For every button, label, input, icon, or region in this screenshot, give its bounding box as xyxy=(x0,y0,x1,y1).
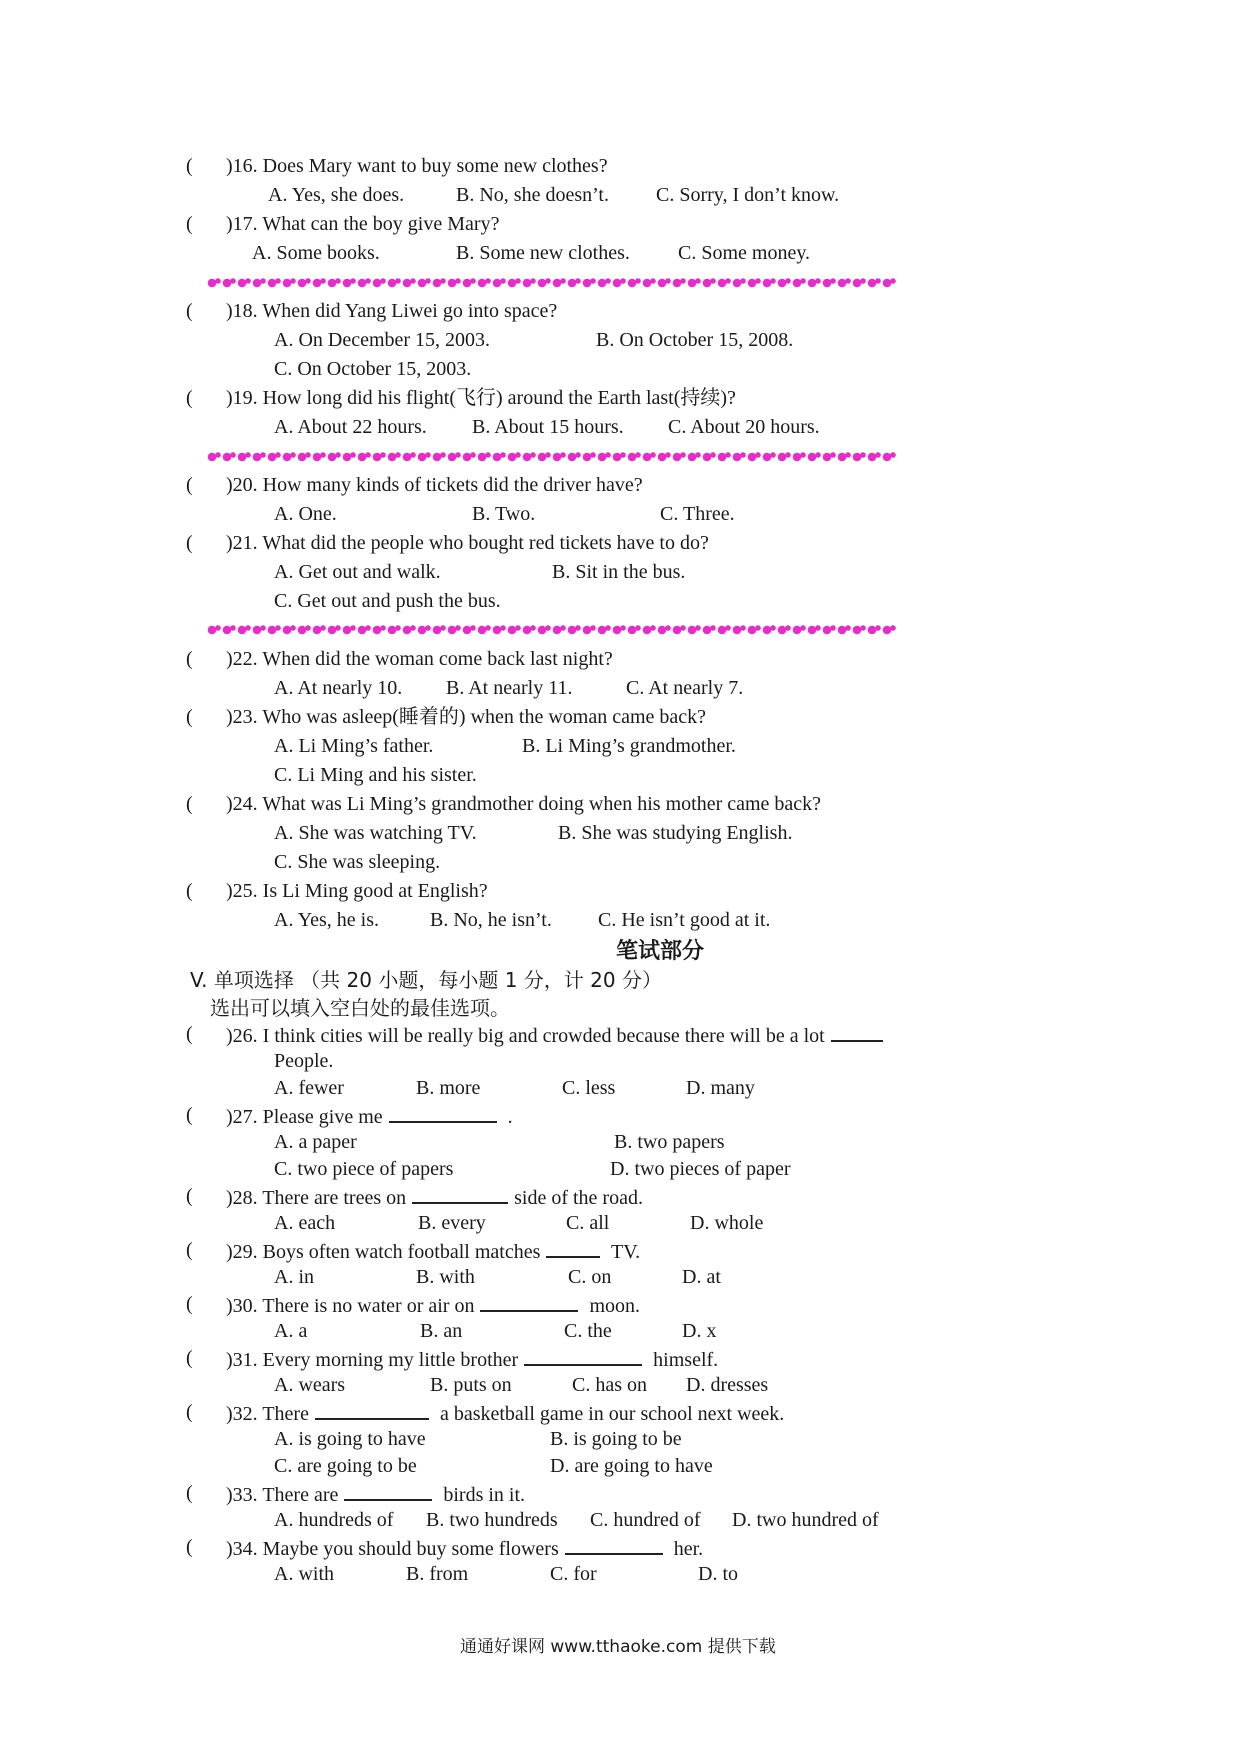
answer-paren[interactable]: ( xyxy=(186,387,193,409)
answer-blank[interactable] xyxy=(480,1292,578,1312)
option-c[interactable]: C. Li Ming and his sister. xyxy=(274,764,477,786)
question-text: There xyxy=(262,1403,309,1425)
question-text: Is Li Ming good at English? xyxy=(262,880,488,902)
answer-paren[interactable]: ( xyxy=(186,1104,193,1126)
option-c[interactable]: C. Get out and push the bus. xyxy=(274,590,501,612)
option-a[interactable]: A. in xyxy=(274,1266,314,1288)
question-number: 17 xyxy=(232,213,253,235)
option-b[interactable]: B. with xyxy=(416,1266,475,1288)
question-number: 27 xyxy=(232,1106,253,1128)
option-b[interactable]: B. Two. xyxy=(472,503,536,525)
option-c[interactable]: C. all xyxy=(566,1212,610,1234)
option-c[interactable]: C. less xyxy=(562,1077,616,1099)
question-text: What did the people who bought red tickets have to do? xyxy=(262,532,709,554)
question-text: Who was asleep(睡着的) when the woman came back? xyxy=(262,706,707,728)
option-b[interactable]: B. About 15 hours. xyxy=(472,416,624,438)
option-d[interactable]: D. at xyxy=(682,1266,721,1288)
answer-paren[interactable]: ( xyxy=(186,1536,193,1558)
option-a[interactable]: A. wears xyxy=(274,1374,346,1396)
option-d[interactable]: D. x xyxy=(682,1320,717,1342)
option-c[interactable]: C. on xyxy=(568,1266,612,1288)
option-c[interactable]: C. hundred of xyxy=(590,1509,701,1531)
page-footer: 通通好课网 www.tthaoke.com 提供下载 xyxy=(460,1637,776,1657)
option-c[interactable]: C. are going to be xyxy=(274,1455,417,1477)
option-c[interactable]: C. has on xyxy=(572,1374,647,1396)
question-number: 16 xyxy=(232,155,253,177)
decorative-divider xyxy=(206,449,896,465)
option-c[interactable]: C. On October 15, 2003. xyxy=(274,358,472,380)
answer-blank[interactable] xyxy=(831,1022,883,1042)
option-a[interactable]: A. She was watching TV. xyxy=(274,822,477,844)
answer-blank[interactable] xyxy=(546,1238,600,1258)
answer-blank[interactable] xyxy=(412,1184,508,1204)
question-number: 30 xyxy=(232,1295,253,1317)
answer-blank[interactable] xyxy=(524,1346,642,1366)
option-c[interactable]: C. Sorry, I don’t know. xyxy=(656,184,840,206)
question-number: 21 xyxy=(232,532,253,554)
answer-paren[interactable]: ( xyxy=(186,1347,193,1369)
option-d[interactable]: D. many xyxy=(686,1077,755,1099)
option-a[interactable]: A. Li Ming’s father. xyxy=(274,735,434,757)
question-text: What was Li Ming’s grandmother doing when his mother came back? xyxy=(262,793,822,815)
option-a[interactable]: A. each xyxy=(274,1212,336,1234)
answer-paren[interactable]: ( xyxy=(186,532,193,554)
option-a[interactable]: A. hundreds of xyxy=(274,1509,394,1531)
option-a[interactable]: A. is going to have xyxy=(274,1428,426,1450)
question-number: 19 xyxy=(232,387,253,409)
question-text: Every morning my little brother xyxy=(262,1349,519,1371)
option-b[interactable]: B. On October 15, 2008. xyxy=(596,329,794,351)
question-number: 23 xyxy=(232,706,253,728)
question-number: 29 xyxy=(232,1241,253,1263)
answer-paren[interactable]: ( xyxy=(186,1239,193,1261)
question-number: 22 xyxy=(232,648,253,670)
answer-paren[interactable]: ( xyxy=(186,300,193,322)
part-instruction: 选出可以填入空白处的最佳选项。 xyxy=(210,996,510,1020)
option-d[interactable]: D. two pieces of paper xyxy=(610,1158,791,1180)
option-a[interactable]: A. About 22 hours. xyxy=(274,416,427,438)
option-c[interactable]: C. At nearly 7. xyxy=(626,677,744,699)
option-c[interactable]: C. Some money. xyxy=(678,242,811,264)
option-b[interactable]: B. No, she doesn’t. xyxy=(456,184,609,206)
option-b[interactable]: B. from xyxy=(406,1563,469,1585)
option-c[interactable]: C. the xyxy=(564,1320,612,1342)
answer-paren[interactable]: ( xyxy=(186,1293,193,1315)
question-number: 32 xyxy=(232,1403,253,1425)
option-c[interactable]: C. for xyxy=(550,1563,597,1585)
answer-paren[interactable]: ( xyxy=(186,706,193,728)
option-b[interactable]: B. more xyxy=(416,1077,481,1099)
option-b[interactable]: B. an xyxy=(420,1320,463,1342)
option-b[interactable]: B. Li Ming’s grandmother. xyxy=(522,735,736,757)
answer-paren[interactable]: ( xyxy=(186,1401,193,1423)
part-heading: V. 单项选择 （共 20 小题，每小题 1 分，计 20 分） xyxy=(190,968,662,992)
option-d[interactable]: D. whole xyxy=(690,1212,764,1234)
option-a[interactable]: A. Get out and walk. xyxy=(274,561,441,583)
option-a[interactable]: A. a paper xyxy=(274,1131,357,1153)
option-d[interactable]: D. to xyxy=(698,1563,738,1585)
question-text: How long did his flight(飞行) around the Earth last(持续)? xyxy=(262,387,736,409)
option-a[interactable]: A. fewer xyxy=(274,1077,344,1099)
question-text: How many kinds of tickets did the driver have? xyxy=(262,474,643,496)
option-b[interactable]: B. is going to be xyxy=(550,1428,682,1450)
question-text: When did Yang Liwei go into space? xyxy=(262,300,558,322)
question-text: I think cities will be really big and crowded because there will be a lot xyxy=(262,1025,825,1047)
answer-paren[interactable]: ( xyxy=(186,648,193,670)
option-b[interactable]: B. At nearly 11. xyxy=(446,677,573,699)
question-number: 31 xyxy=(232,1349,253,1371)
option-d[interactable]: D. are going to have xyxy=(550,1455,713,1477)
option-b[interactable]: B. every xyxy=(418,1212,486,1234)
option-a[interactable]: A. Yes, she does. xyxy=(268,184,405,206)
option-b[interactable]: B. Some new clothes. xyxy=(456,242,630,264)
question-text: Please give me xyxy=(262,1106,383,1128)
question-number: 26 xyxy=(232,1025,253,1047)
option-c[interactable]: C. Three. xyxy=(660,503,735,525)
option-c[interactable]: C. About 20 hours. xyxy=(668,416,820,438)
option-b[interactable]: B. She was studying English. xyxy=(558,822,793,844)
option-a[interactable]: A. One. xyxy=(274,503,337,525)
option-d[interactable]: D. two hundred of xyxy=(732,1509,879,1531)
decorative-divider xyxy=(206,622,896,638)
question-text: There are xyxy=(262,1484,339,1506)
option-c[interactable]: C. two piece of papers xyxy=(274,1158,454,1180)
answer-paren[interactable]: ( xyxy=(186,880,193,902)
answer-paren[interactable]: ( xyxy=(186,1023,193,1045)
question-text: There are trees on xyxy=(262,1187,407,1209)
answer-paren[interactable]: ( xyxy=(186,155,193,177)
option-b[interactable]: B. No, he isn’t. xyxy=(430,909,552,931)
question-number: 28 xyxy=(232,1187,253,1209)
option-c[interactable]: C. She was sleeping. xyxy=(274,851,441,873)
answer-blank[interactable] xyxy=(389,1103,497,1123)
question-number: 33 xyxy=(232,1484,253,1506)
question-text: Does Mary want to buy some new clothes? xyxy=(262,155,608,177)
answer-paren[interactable]: ( xyxy=(186,1482,193,1504)
option-b[interactable]: B. puts on xyxy=(430,1374,512,1396)
answer-paren[interactable]: ( xyxy=(186,1185,193,1207)
option-d[interactable]: D. dresses xyxy=(686,1374,769,1396)
option-a[interactable]: A. Some books. xyxy=(252,242,380,264)
answer-blank[interactable] xyxy=(344,1481,432,1501)
option-c[interactable]: C. He isn’t good at it. xyxy=(598,909,771,931)
question-text: What can the boy give Mary? xyxy=(262,213,500,235)
option-a[interactable]: A. At nearly 10. xyxy=(274,677,403,699)
answer-paren[interactable]: ( xyxy=(186,213,193,235)
question-text: When did the woman come back last night? xyxy=(262,648,613,670)
option-b[interactable]: B. Sit in the bus. xyxy=(552,561,686,583)
question-number: 24 xyxy=(232,793,253,815)
question-number: 20 xyxy=(232,474,253,496)
question-number: 25 xyxy=(232,880,253,902)
question-continuation: People. xyxy=(274,1050,334,1072)
answer-blank[interactable] xyxy=(565,1535,663,1555)
question-text: Maybe you should buy some flowers xyxy=(262,1538,559,1560)
question-text: Boys often watch football matches xyxy=(262,1241,541,1263)
question-number: 34 xyxy=(232,1538,253,1560)
section-title: 笔试部分 xyxy=(616,939,705,964)
option-a[interactable]: A. On December 15, 2003. xyxy=(274,329,491,351)
option-b[interactable]: B. two papers xyxy=(614,1131,725,1153)
decorative-divider xyxy=(206,275,896,291)
option-b[interactable]: B. two hundreds xyxy=(426,1509,558,1531)
question-text: There is no water or air on xyxy=(262,1295,475,1317)
answer-blank[interactable] xyxy=(315,1400,429,1420)
option-a[interactable]: A. Yes, he is. xyxy=(274,909,380,931)
option-a[interactable]: A. with xyxy=(274,1563,334,1585)
answer-paren[interactable]: ( xyxy=(186,793,193,815)
option-a[interactable]: A. a xyxy=(274,1320,308,1342)
answer-paren[interactable]: ( xyxy=(186,474,193,496)
question-number: 18 xyxy=(232,300,253,322)
